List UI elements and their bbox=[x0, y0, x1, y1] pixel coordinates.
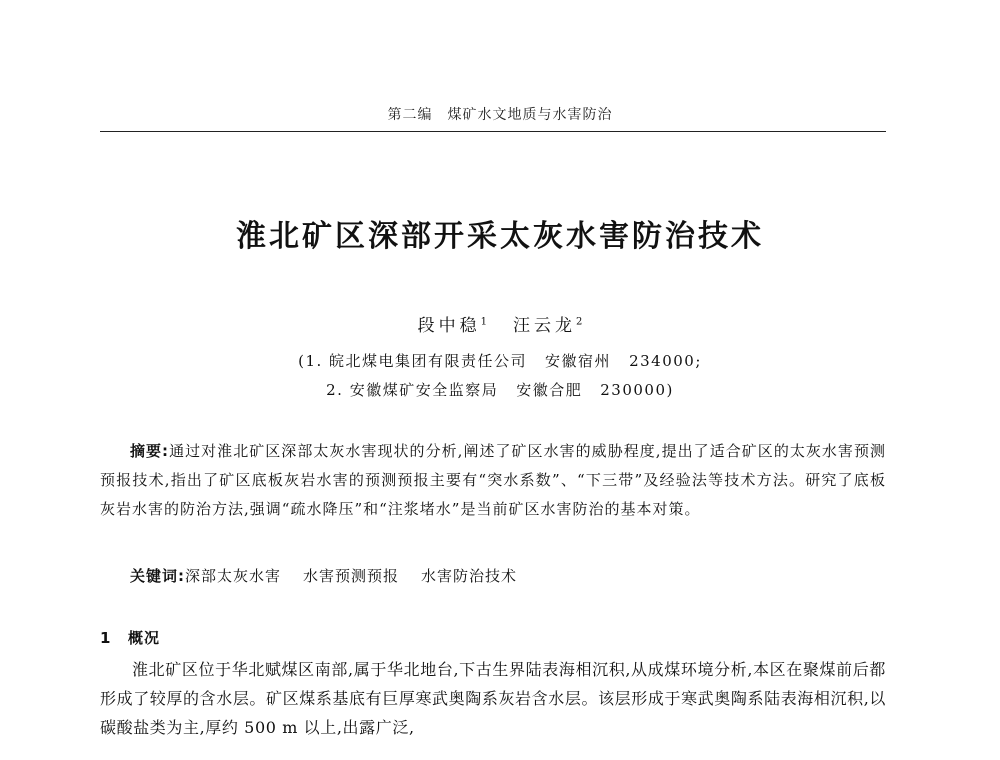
author-name: 段中稳 bbox=[417, 316, 481, 336]
body-paragraph: 淮北矿区位于华北赋煤区南部,属于华北地台,下古生界陆表海相沉积,从成煤环境分析,本区在聚煤前后都形成了较厚的含水层。矿区煤系基底有巨厚寒武奥陶系灰岩含水层。该层形成于寒武奥陶系陆表海相沉积,以碳酸盐类为主,厚约 500 m 以上,出露广泛, bbox=[100, 660, 886, 737]
paper-title: 淮北矿区深部开采太灰水害防治技术 bbox=[236, 219, 764, 254]
author-name: 汪云龙 bbox=[513, 316, 576, 336]
abstract bbox=[100, 437, 886, 524]
section-title: 概况 bbox=[128, 629, 161, 647]
affiliation-org: (1. 皖北煤电集团有限责任公司 bbox=[298, 352, 528, 370]
section-number: 1 bbox=[100, 629, 112, 647]
affiliation-postcode: 234000; bbox=[629, 352, 702, 370]
affiliation-postcode: 230000) bbox=[600, 381, 674, 399]
abstract-label: 摘要: bbox=[130, 442, 170, 460]
affiliation-line bbox=[0, 379, 1000, 400]
keywords-label: 关键词: bbox=[130, 567, 185, 585]
affiliation-place: 安徽合肥 bbox=[516, 381, 583, 399]
abstract-text: 通过对淮北矿区深部太灰水害现状的分析,阐述了矿区水害的威胁程度,提出了适合矿区的太灰水害预测预报技术,指出了矿区底板灰岩水害的预测预报主要有“突水系数”、“下三带”及经验法等技术方法。研究了底板灰岩水害的防治方法,强调“疏水降压”和“注浆堵水”是当前矿区水害防治的基本对策。 bbox=[100, 442, 886, 518]
author-affiliation-mark: 2 bbox=[576, 316, 583, 328]
keywords bbox=[130, 565, 886, 586]
header-rule bbox=[100, 131, 886, 132]
keyword: 水害预测预报 bbox=[303, 567, 400, 585]
affiliation-place: 安徽宿州 bbox=[545, 352, 612, 370]
keyword: 水害防治技术 bbox=[421, 567, 518, 585]
author-affiliation-mark: 1 bbox=[480, 316, 487, 328]
keyword: 深部太灰水害 bbox=[185, 567, 282, 585]
affiliation-line bbox=[0, 350, 1000, 371]
author-line bbox=[0, 311, 1000, 336]
affiliation-org: 2. 安徽煤矿安全监察局 bbox=[326, 381, 499, 399]
running-head: 第二编 煤矿水文地质与水害防治 bbox=[387, 107, 613, 123]
section-heading bbox=[100, 627, 160, 648]
